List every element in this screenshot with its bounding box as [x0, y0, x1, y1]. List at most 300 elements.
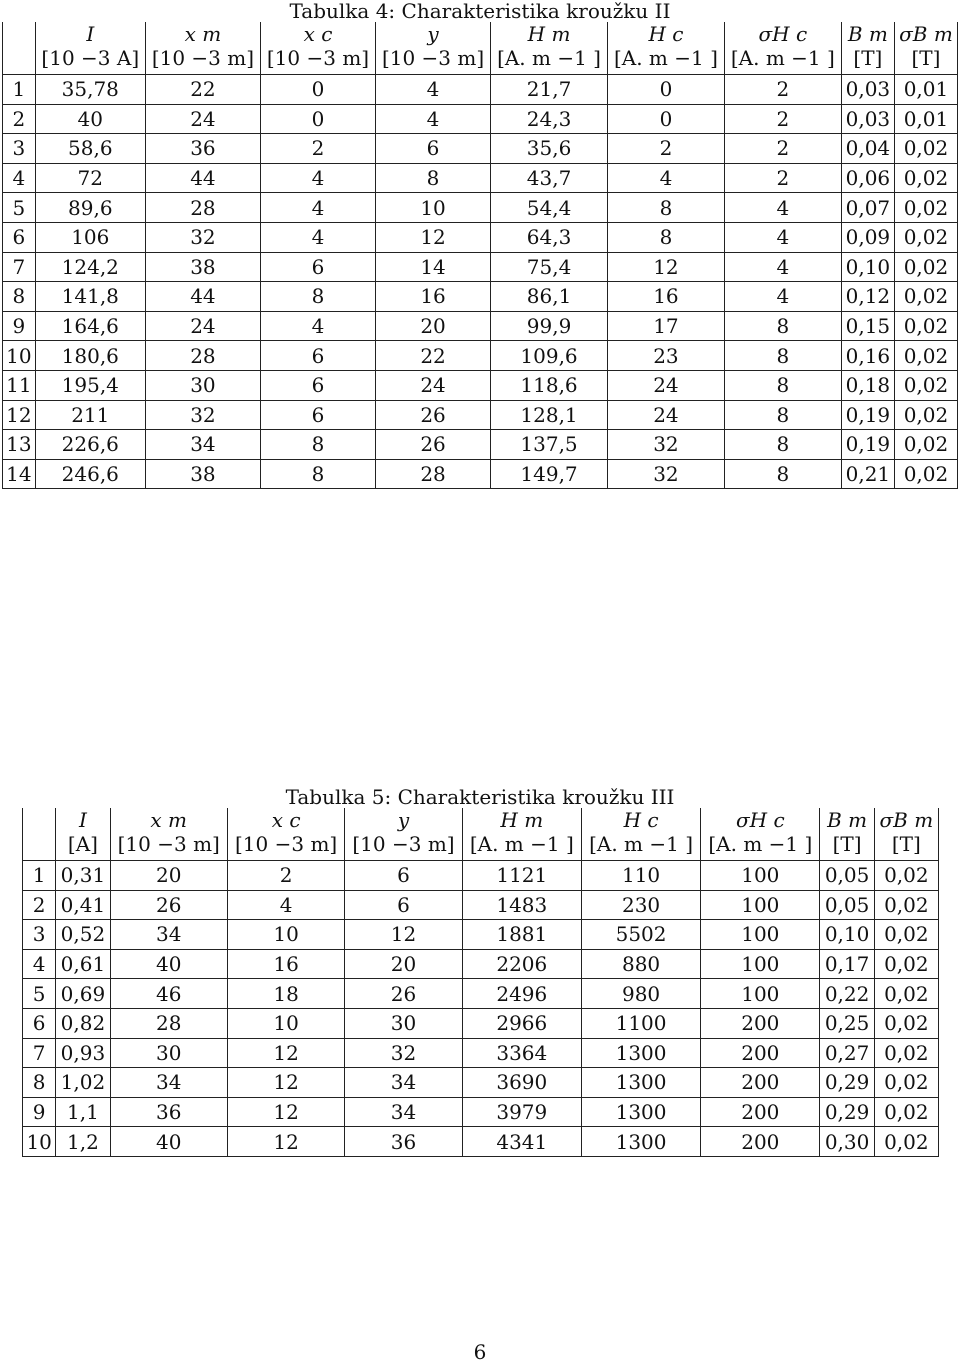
table-cell: 0,02 [894, 134, 957, 164]
table4 [2, 22, 958, 489]
table-cell: 0,02 [894, 252, 957, 282]
column-header: σB m [894, 22, 957, 46]
row-index: 10 [3, 341, 36, 371]
table-cell: 28 [110, 1008, 227, 1038]
table-row [3, 134, 958, 164]
table-cell: 0,02 [894, 459, 957, 489]
table-cell: 0,10 [820, 920, 874, 950]
table5-block [0, 785, 960, 1154]
table-cell: 0,16 [841, 341, 894, 371]
column-unit: [10 −3 m] [145, 46, 260, 75]
table-cell: 32 [145, 222, 260, 252]
table-cell: 30 [110, 1038, 227, 1068]
table-cell: 141,8 [35, 282, 145, 312]
table-row [3, 193, 958, 223]
table-cell: 0,05 [820, 890, 874, 920]
table-cell: 0,06 [841, 163, 894, 193]
table-cell: 0,30 [820, 1127, 874, 1157]
table-cell: 23 [607, 341, 724, 371]
header-empty [3, 46, 36, 75]
table-cell: 20 [376, 311, 491, 341]
row-index: 7 [23, 1038, 56, 1068]
table5 [22, 808, 939, 1157]
table-row [23, 890, 939, 920]
table-cell: 3690 [462, 1068, 581, 1098]
table-row [23, 949, 939, 979]
row-index: 11 [3, 370, 36, 400]
table-cell: 12 [227, 1068, 344, 1098]
table-cell: 58,6 [35, 134, 145, 164]
table-row [3, 282, 958, 312]
table-cell: 0 [260, 75, 375, 105]
table5-caption: Tabulka 5: Charakteristika kroužku III [285, 785, 675, 809]
table-row [23, 1008, 939, 1038]
table-cell: 0 [607, 104, 724, 134]
table4-block [0, 0, 960, 487]
table-cell: 0,02 [874, 890, 938, 920]
column-unit: [10 −3 m] [110, 832, 227, 861]
column-header: σH c [701, 808, 820, 832]
table-cell: 6 [345, 861, 462, 891]
table-cell: 18 [227, 979, 344, 1009]
row-index: 12 [3, 400, 36, 430]
table-cell: 0,02 [894, 222, 957, 252]
row-index: 8 [3, 282, 36, 312]
table-cell: 4 [724, 222, 841, 252]
table-cell: 1881 [462, 920, 581, 950]
table-cell: 54,4 [491, 193, 608, 223]
table-cell: 0,61 [56, 949, 110, 979]
table-cell: 26 [376, 430, 491, 460]
table-cell: 75,4 [491, 252, 608, 282]
table-cell: 10 [227, 920, 344, 950]
table-cell: 32 [145, 400, 260, 430]
table-cell: 22 [145, 75, 260, 105]
column-unit: [10 −3 A] [35, 46, 145, 75]
column-unit: [A. m −1 ] [607, 46, 724, 75]
table-cell: 34 [110, 1068, 227, 1098]
table-cell: 28 [376, 459, 491, 489]
table-cell: 30 [145, 370, 260, 400]
table-cell: 8 [376, 163, 491, 193]
table-cell: 4 [376, 104, 491, 134]
table-cell: 106 [35, 222, 145, 252]
row-index: 4 [3, 163, 36, 193]
table-row [3, 430, 958, 460]
column-header: x m [110, 808, 227, 832]
table-cell: 26 [345, 979, 462, 1009]
row-index: 4 [23, 949, 56, 979]
table-cell: 2 [607, 134, 724, 164]
table-row [23, 1068, 939, 1098]
table-cell: 36 [110, 1097, 227, 1127]
row-index: 6 [23, 1008, 56, 1038]
table-cell: 0,02 [874, 949, 938, 979]
table-cell: 8 [260, 459, 375, 489]
table-cell: 4 [607, 163, 724, 193]
table-row [23, 920, 939, 950]
table-cell: 40 [35, 104, 145, 134]
table-cell: 20 [110, 861, 227, 891]
table-cell: 12 [227, 1127, 344, 1157]
table-row [3, 400, 958, 430]
table-cell: 20 [345, 949, 462, 979]
column-unit: [A] [56, 832, 110, 861]
row-index: 13 [3, 430, 36, 460]
table-cell: 128,1 [491, 400, 608, 430]
row-index: 2 [23, 890, 56, 920]
table-cell: 24 [145, 104, 260, 134]
table-cell: 72 [35, 163, 145, 193]
table-cell: 6 [260, 341, 375, 371]
table-cell: 2 [260, 134, 375, 164]
table-cell: 0,02 [874, 1038, 938, 1068]
table-cell: 124,2 [35, 252, 145, 282]
table-cell: 21,7 [491, 75, 608, 105]
table-row [23, 1097, 939, 1127]
table-cell: 0,02 [874, 1097, 938, 1127]
table-cell: 32 [607, 459, 724, 489]
table-cell: 4 [724, 282, 841, 312]
column-unit: [T] [894, 46, 957, 75]
table-cell: 2496 [462, 979, 581, 1009]
table4-caption: Tabulka 4: Charakteristika kroužku II [289, 0, 671, 23]
table-cell: 200 [701, 1127, 820, 1157]
table-cell: 164,6 [35, 311, 145, 341]
table-cell: 0,21 [841, 459, 894, 489]
table-cell: 4 [260, 163, 375, 193]
table-row [3, 222, 958, 252]
table-cell: 1,2 [56, 1127, 110, 1157]
table-cell: 1300 [581, 1097, 700, 1127]
table-cell: 4 [260, 222, 375, 252]
header-empty [23, 832, 56, 861]
table-cell: 246,6 [35, 459, 145, 489]
table-cell: 4 [260, 311, 375, 341]
table-row [3, 104, 958, 134]
table-cell: 36 [145, 134, 260, 164]
row-index: 3 [3, 134, 36, 164]
table-cell: 100 [701, 920, 820, 950]
table-cell: 200 [701, 1038, 820, 1068]
table-cell: 5502 [581, 920, 700, 950]
table-cell: 2 [227, 861, 344, 891]
row-index: 1 [23, 861, 56, 891]
table-cell: 24 [607, 400, 724, 430]
table-cell: 3979 [462, 1097, 581, 1127]
column-unit: [10 −3 m] [376, 46, 491, 75]
table-cell: 12 [376, 222, 491, 252]
table-cell: 99,9 [491, 311, 608, 341]
table-cell: 24 [376, 370, 491, 400]
table-cell: 195,4 [35, 370, 145, 400]
table-cell: 0,22 [820, 979, 874, 1009]
table-cell: 0,82 [56, 1008, 110, 1038]
column-header: H m [462, 808, 581, 832]
table-cell: 16 [376, 282, 491, 312]
table-row [3, 370, 958, 400]
table-row [3, 252, 958, 282]
table-cell: 34 [145, 430, 260, 460]
column-header: y [376, 22, 491, 46]
table-cell: 8 [607, 222, 724, 252]
table-cell: 0,69 [56, 979, 110, 1009]
table-cell: 100 [701, 949, 820, 979]
row-index: 7 [3, 252, 36, 282]
table-cell: 30 [345, 1008, 462, 1038]
row-index: 10 [23, 1127, 56, 1157]
table-cell: 0,25 [820, 1008, 874, 1038]
table-cell: 32 [607, 430, 724, 460]
row-index: 1 [3, 75, 36, 105]
table-cell: 0,02 [894, 370, 957, 400]
table-cell: 10 [376, 193, 491, 223]
table-cell: 0,02 [894, 193, 957, 223]
column-header: y [345, 808, 462, 832]
table-cell: 1300 [581, 1038, 700, 1068]
column-unit: [A. m −1 ] [581, 832, 700, 861]
table-cell: 8 [724, 341, 841, 371]
table-row [23, 979, 939, 1009]
table-cell: 32 [345, 1038, 462, 1068]
table-cell: 110 [581, 861, 700, 891]
column-header: I [35, 22, 145, 46]
table-cell: 1121 [462, 861, 581, 891]
table-cell: 1483 [462, 890, 581, 920]
column-header: x c [260, 22, 375, 46]
row-index: 2 [3, 104, 36, 134]
table-cell: 0,02 [874, 1008, 938, 1038]
table-cell: 6 [376, 134, 491, 164]
table-cell: 0,10 [841, 252, 894, 282]
table-cell: 2 [724, 104, 841, 134]
table-cell: 8 [724, 400, 841, 430]
table-cell: 43,7 [491, 163, 608, 193]
table-cell: 0,02 [874, 979, 938, 1009]
table-cell: 2 [724, 163, 841, 193]
table-cell: 8 [260, 282, 375, 312]
table-cell: 24 [145, 311, 260, 341]
table-cell: 109,6 [491, 341, 608, 371]
row-index: 3 [23, 920, 56, 950]
table-cell: 6 [345, 890, 462, 920]
table-cell: 180,6 [35, 341, 145, 371]
table-cell: 10 [227, 1008, 344, 1038]
column-unit: [T] [874, 832, 938, 861]
table-cell: 3364 [462, 1038, 581, 1068]
table-cell: 8 [607, 193, 724, 223]
table-cell: 17 [607, 311, 724, 341]
table-cell: 4 [227, 890, 344, 920]
table-cell: 8 [724, 430, 841, 460]
row-index: 9 [23, 1097, 56, 1127]
table-cell: 16 [227, 949, 344, 979]
column-header: H m [491, 22, 608, 46]
table-cell: 0,03 [841, 75, 894, 105]
table-cell: 22 [376, 341, 491, 371]
column-unit: [10 −3 m] [227, 832, 344, 861]
table-cell: 4 [724, 193, 841, 223]
table-cell: 226,6 [35, 430, 145, 460]
table-cell: 0,01 [894, 75, 957, 105]
page-number: 6 [473, 1340, 487, 1364]
table-cell: 8 [724, 311, 841, 341]
table-cell: 0,09 [841, 222, 894, 252]
table-cell: 4341 [462, 1127, 581, 1157]
table-cell: 6 [260, 252, 375, 282]
table-cell: 0,02 [894, 430, 957, 460]
header-empty [23, 808, 56, 832]
table-cell: 100 [701, 890, 820, 920]
table-cell: 211 [35, 400, 145, 430]
table-cell: 0,52 [56, 920, 110, 950]
table-cell: 0,02 [894, 400, 957, 430]
table-cell: 4 [724, 252, 841, 282]
table-cell: 137,5 [491, 430, 608, 460]
table-cell: 0,12 [841, 282, 894, 312]
table-cell: 40 [110, 1127, 227, 1157]
table-cell: 100 [701, 979, 820, 1009]
row-index: 6 [3, 222, 36, 252]
table-row [23, 861, 939, 891]
table-cell: 980 [581, 979, 700, 1009]
table-cell: 12 [345, 920, 462, 950]
column-header: σB m [874, 808, 938, 832]
table-cell: 38 [145, 459, 260, 489]
table-cell: 1300 [581, 1127, 700, 1157]
table-cell: 16 [607, 282, 724, 312]
table-cell: 0 [260, 104, 375, 134]
table-cell: 36 [345, 1127, 462, 1157]
table-cell: 0,27 [820, 1038, 874, 1068]
table-cell: 89,6 [35, 193, 145, 223]
column-unit: [T] [841, 46, 894, 75]
table-cell: 0,31 [56, 861, 110, 891]
table-cell: 12 [227, 1097, 344, 1127]
table-cell: 86,1 [491, 282, 608, 312]
table-cell: 0,19 [841, 430, 894, 460]
column-header: x m [145, 22, 260, 46]
table-cell: 230 [581, 890, 700, 920]
table-cell: 28 [145, 193, 260, 223]
table-cell: 1300 [581, 1068, 700, 1098]
table-cell: 26 [376, 400, 491, 430]
table-cell: 1100 [581, 1008, 700, 1038]
table-cell: 0,02 [894, 163, 957, 193]
table-cell: 2966 [462, 1008, 581, 1038]
table-cell: 4 [376, 75, 491, 105]
table-cell: 24,3 [491, 104, 608, 134]
column-header: σH c [724, 22, 841, 46]
table-cell: 200 [701, 1097, 820, 1127]
table-row [3, 311, 958, 341]
table-cell: 0,17 [820, 949, 874, 979]
table-cell: 44 [145, 163, 260, 193]
table-cell: 0,02 [874, 861, 938, 891]
table-cell: 26 [110, 890, 227, 920]
table-cell: 34 [345, 1068, 462, 1098]
table-cell: 118,6 [491, 370, 608, 400]
header-empty [3, 22, 36, 46]
table-cell: 200 [701, 1008, 820, 1038]
row-index: 5 [3, 193, 36, 223]
table-cell: 8 [724, 370, 841, 400]
table-cell: 0,18 [841, 370, 894, 400]
column-unit: [T] [820, 832, 874, 861]
column-header: H c [607, 22, 724, 46]
row-index: 9 [3, 311, 36, 341]
table-cell: 6 [260, 370, 375, 400]
column-unit: [A. m −1 ] [724, 46, 841, 75]
table-cell: 24 [607, 370, 724, 400]
column-header: B m [820, 808, 874, 832]
table-cell: 0,02 [874, 1068, 938, 1098]
table-cell: 0,41 [56, 890, 110, 920]
table-cell: 0,19 [841, 400, 894, 430]
column-unit: [A. m −1 ] [491, 46, 608, 75]
table-cell: 0,02 [894, 341, 957, 371]
table-cell: 8 [260, 430, 375, 460]
table-cell: 2 [724, 75, 841, 105]
table-cell: 0,04 [841, 134, 894, 164]
table-cell: 0,01 [894, 104, 957, 134]
table-cell: 0,02 [874, 1127, 938, 1157]
column-header: I [56, 808, 110, 832]
column-unit: [10 −3 m] [345, 832, 462, 861]
table-cell: 0,29 [820, 1097, 874, 1127]
column-unit: [A. m −1 ] [701, 832, 820, 861]
table-cell: 64,3 [491, 222, 608, 252]
table-cell: 46 [110, 979, 227, 1009]
table-cell: 100 [701, 861, 820, 891]
column-header: B m [841, 22, 894, 46]
table-row [3, 163, 958, 193]
table-cell: 14 [376, 252, 491, 282]
table-cell: 1,1 [56, 1097, 110, 1127]
table-cell: 8 [724, 459, 841, 489]
table-cell: 4 [260, 193, 375, 223]
table-row [3, 459, 958, 489]
table-cell: 0,29 [820, 1068, 874, 1098]
table-cell: 28 [145, 341, 260, 371]
table-cell: 200 [701, 1068, 820, 1098]
table-cell: 44 [145, 282, 260, 312]
table-row [3, 341, 958, 371]
column-header: H c [581, 808, 700, 832]
table-cell: 34 [110, 920, 227, 950]
table-cell: 35,6 [491, 134, 608, 164]
table-row [3, 75, 958, 105]
table-cell: 880 [581, 949, 700, 979]
table-cell: 34 [345, 1097, 462, 1127]
table-cell: 2206 [462, 949, 581, 979]
table-cell: 0,05 [820, 861, 874, 891]
table-cell: 0,15 [841, 311, 894, 341]
table-cell: 0,02 [894, 282, 957, 312]
table-cell: 12 [607, 252, 724, 282]
table-cell: 0,02 [894, 311, 957, 341]
table-row [23, 1038, 939, 1068]
column-unit: [10 −3 m] [260, 46, 375, 75]
table-cell: 2 [724, 134, 841, 164]
table-cell: 0,02 [874, 920, 938, 950]
table-cell: 0,93 [56, 1038, 110, 1068]
row-index: 8 [23, 1068, 56, 1098]
table-cell: 38 [145, 252, 260, 282]
table-cell: 6 [260, 400, 375, 430]
table-cell: 12 [227, 1038, 344, 1068]
table-cell: 35,78 [35, 75, 145, 105]
